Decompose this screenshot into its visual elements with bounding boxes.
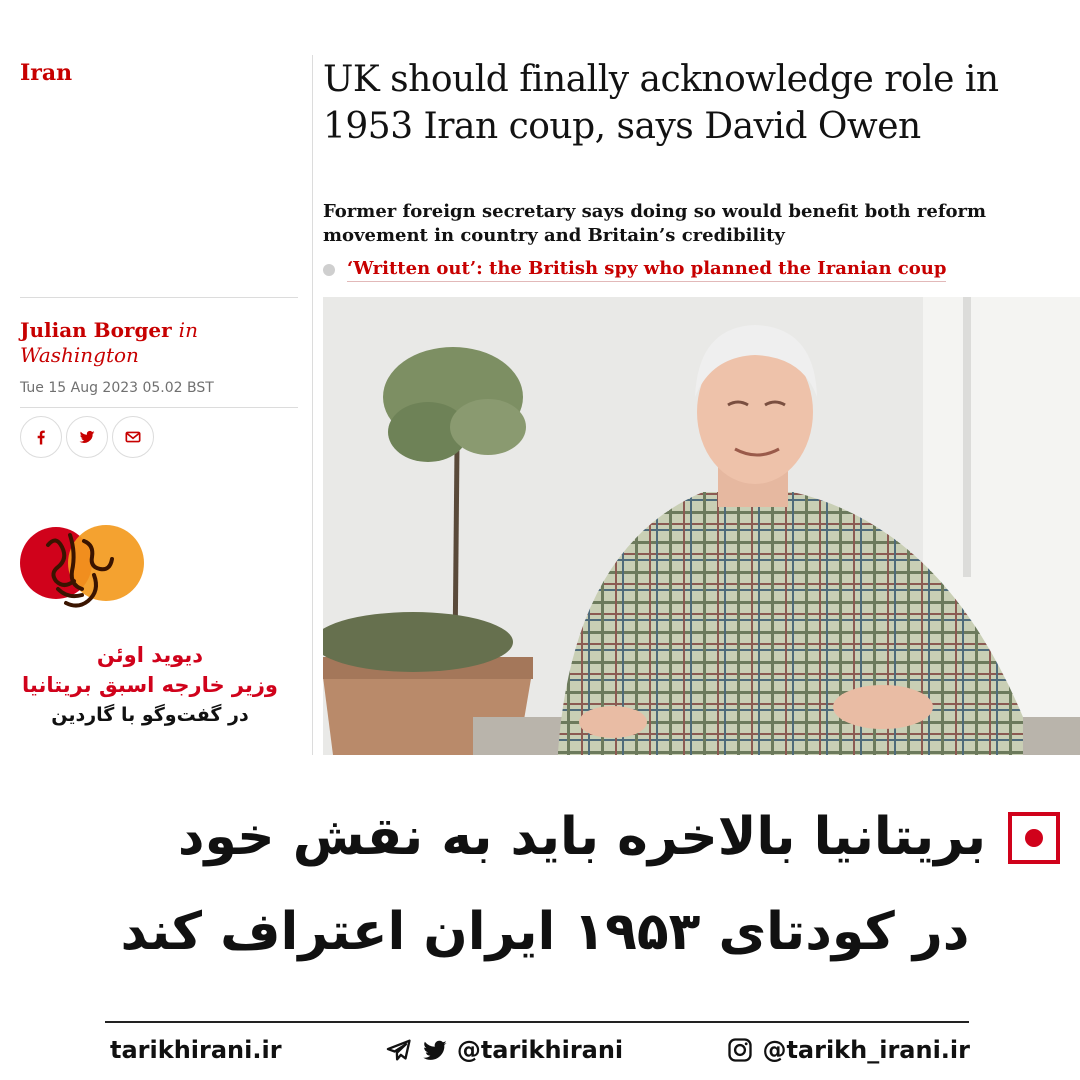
twitter-icon xyxy=(77,427,97,447)
headline-line-1: UK should finally acknowledge role in xyxy=(323,59,999,100)
meta-divider-bottom xyxy=(20,407,298,408)
headline-line-2: 1953 Iran coup, says David Owen xyxy=(323,106,921,147)
meta-divider-top xyxy=(20,297,298,298)
email-icon xyxy=(123,427,143,447)
caption-context: در گفت‌وگو با گاردین xyxy=(51,704,249,726)
tarikh-irani-logo xyxy=(18,515,148,625)
persian-headline-line-1 xyxy=(30,790,1060,885)
twitter-icon xyxy=(421,1036,449,1064)
footer-handle-2: @tarikh_irani.ir xyxy=(762,1036,970,1064)
article-headline xyxy=(323,56,1068,150)
caption-title: وزیر خارجه اسبق بریتانیا xyxy=(22,673,278,697)
telegram-icon xyxy=(385,1036,413,1064)
footer-divider xyxy=(105,1021,969,1023)
author-in: in xyxy=(178,318,198,342)
persian-headline-line-2 xyxy=(30,885,1060,980)
facebook-share-button[interactable] xyxy=(20,416,62,458)
persian-headline xyxy=(30,790,1060,980)
bullet-dot-icon xyxy=(323,264,335,276)
persian-headline-text-1: بریتانیا بالاخره باید به نقش خود xyxy=(177,807,986,867)
persian-headline-text-2: در کودتای ۱۹۵۳ ایران اعتراف کند xyxy=(120,902,970,962)
footer-instagram[interactable] xyxy=(726,1036,970,1064)
author-location: Washington xyxy=(20,343,139,367)
related-article-link[interactable]: ‘Written out’: the British spy who planned the Iranian coup xyxy=(347,258,946,282)
column-divider xyxy=(312,55,313,755)
photo-caption-fa xyxy=(0,640,300,730)
byline xyxy=(20,318,300,368)
article-standfirst: Former foreign secretary says doing so would benefit both reform movement in country and Britain’s credibility xyxy=(323,201,987,246)
twitter-share-button[interactable] xyxy=(66,416,108,458)
publish-date: Tue 15 Aug 2023 05.02 BST xyxy=(20,380,214,396)
related-article xyxy=(323,258,946,282)
caption-name: دیوید اوئن xyxy=(96,643,204,667)
share-buttons xyxy=(20,416,154,458)
facebook-icon xyxy=(31,427,51,447)
email-share-button[interactable] xyxy=(112,416,154,458)
instagram-icon xyxy=(726,1036,754,1064)
section-tag[interactable]: Iran xyxy=(20,60,73,86)
footer-telegram-twitter[interactable] xyxy=(385,1036,623,1064)
record-bullet-icon xyxy=(1008,812,1060,864)
article-photo xyxy=(323,297,1080,755)
author-name[interactable]: Julian Borger xyxy=(20,318,172,342)
footer xyxy=(110,1030,970,1070)
footer-website[interactable]: tarikhirani.ir xyxy=(110,1036,282,1064)
footer-handle-1: @tarikhirani xyxy=(456,1036,624,1064)
